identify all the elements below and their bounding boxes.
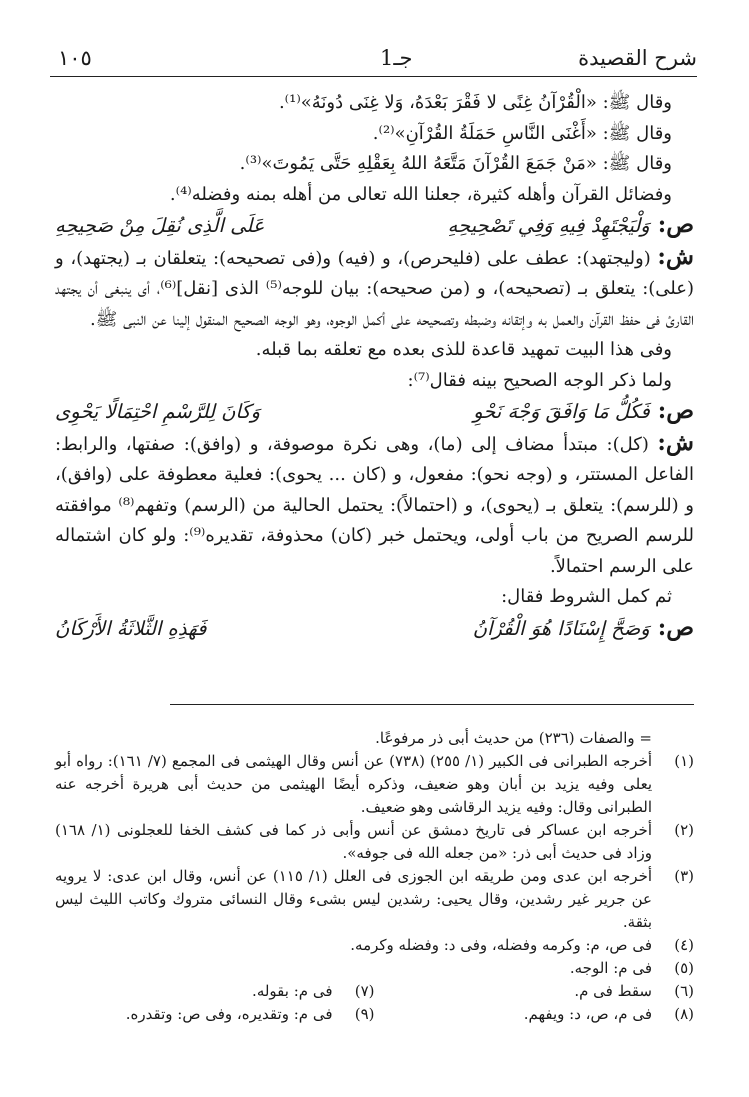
verse-mark: ص: [657,613,694,641]
page-number: ١٠٥ [58,46,92,70]
transition-line-1: وفى هذا البيت تمهيد قاعدة للذى بعده مع تعلقه بما قبله. [255,339,672,360]
footnote-3 [55,865,694,934]
footnote-7 [55,980,375,1003]
footnote-text: فى ص، م: وكرمه وفضله، وفى د: وفضله وكرمه. [350,936,652,954]
footnote-number: (١) [674,752,694,770]
header-rule [50,76,697,77]
virtues-line: وفضائل القرآن وأهله كثيرة، جعلنا الله تعالى من أهله بمنه وفضله⁽⁴⁾. [169,183,672,205]
footnote-text: سقط فى م. [574,982,652,1000]
verse-2-second-hemistich: وَكَانَ لِلرَّسْمِ احْتِمَالًا يَحْوِى [55,400,261,423]
footnote-1 [55,750,694,819]
footnote-number: (٥) [674,959,694,977]
verse-mark: ص: [657,397,694,424]
footnote-text: أخرجه ابن عدى ومن طريقه ابن الجوزى فى العلل (١/ ١١٥) عن أنس، وقال ابن عدى: لا يرويه عن جرير غير رشدين، وقال يحيى: رشدين ليس بشىء وقال النسائى متروك وكاتب الليث ليس بثقة. [55,867,653,931]
footnote-text: فى م: الوجه. [569,959,652,977]
footnote-5 [55,957,694,980]
footnote-4 [55,934,694,957]
book-title: شرح القصيدة [578,46,697,70]
hadith-line-1: وقال ﷺ: «الْقُرْآنُ غِنًى لا فَقْرَ بَعْدَهُ، وَلا غِنَى دُونَهُ»⁽¹⁾. [278,92,672,113]
commentary-mark: ش: [657,242,694,270]
commentary-2-text: (كل): مبتدأ مضاف إلى (ما)، وهى نكرة موصوفة، و (وافق): صفتها، والرابط: الفاعل المستتر، و (وجه نحو): مفعول، و (كان ... يحوى): فعلية معطوفة على (وافق)، و (للرسم): يتعلق بـ (يحوى)، و (احتمالاً): يحتمل الحالية من (الرسم) وتفهم⁽⁸⁾ موافقته للرسم الصريح من باب أولى، ويحتمل خبر (كان) محذوفة، تقديره⁽⁹⁾: ولو كان اشتماله على الرسم احتمالاً. [55,433,694,577]
footnote-6 [375,980,695,1003]
volume-label: جـ1 [380,46,413,70]
footnote-separator [170,704,694,705]
footnote-8 [375,1003,695,1026]
hadith-line-3: وقال ﷺ: «مَنْ جَمَعَ القُرْآنَ مَتَّعَهُ اللهُ بِعَقْلِهِ حَتَّى يَمُوتَ»⁽³⁾. [239,153,672,174]
verse-1-first-hemistich: وَلْيَجْتَهِدْ فِيهِ وَفِي تَصْحِيحِهِ [447,214,650,237]
footnote-number: (٨) [674,1005,694,1023]
verse-3-first-hemistich: وَصَحَّ إِسْنَادًا هُوَ الْقُرْآنُ [472,616,650,640]
verse-1 [55,210,694,242]
footnote-number: (٩) [354,1005,375,1023]
verse-2 [55,396,694,428]
conditions-line: ثم كمل الشروط فقال: [501,586,672,607]
verse-2-first-hemistich: فَكُلُّ مَا وَافَقَ وَجْهَ نَحْوِ [473,400,650,423]
verse-3 [55,613,694,645]
footnote-continuation: = والصفات (٢٣٦) من حديث أبى ذر مرفوعًا. [375,729,652,747]
footnote-9 [55,1003,375,1026]
footnote-number: (٧) [354,982,375,1000]
footnote-2 [55,819,694,865]
footnote-number: (٣) [674,867,694,885]
footnote-number: (٤) [674,936,694,954]
footnote-text: أخرجه الطبرانى فى الكبير (١/ ٢٥٥) (٧٣٨) عن أنس وقال الهيثمى فى المجمع (٧/ ١٦١): رواه أبو يعلى وفيه يزيد بن أبان وهو ضعيف، وذكره أيضًا الهيثمى من حديث أبى هريرة أخرجه عنه الطبرانى وقال: وفيه يزيد الرقاشى وهو ضعيف. [55,752,653,816]
running-header [50,40,697,74]
footnote-pair-6-7 [55,980,694,1003]
transition-line-2: ولما ذكر الوجه الصحيح بينه فقال⁽⁷⁾: [407,369,672,391]
commentary-mark: ش: [657,428,694,456]
footnote-number: (٦) [674,982,694,1000]
commentary-1 [55,242,694,336]
footnote-number: (٢) [674,821,694,839]
footnote-text: فى م، ص، د: ويفهم. [523,1005,652,1023]
hadith-line-2: وقال ﷺ: «أَغْنَى النَّاسِ حَمَلَةُ القُرْآنِ»⁽²⁾. [372,122,672,144]
verse-1-second-hemistich: عَلَى الَّذِى نُقِلَ مِنْ صَحِيحِهِ [55,214,265,237]
main-text [55,88,694,644]
footnote-pair-8-9 [55,1003,694,1026]
verse-3-second-hemistich: فَهَذِهِ الثَّلاثَةُ الأَرْكَانُ [55,616,207,640]
commentary-1-text: (وليجتهد): عطف على (فليحرص)، و (فيه) و(فى تصحيحه): يتعلقان بـ (يجتهد)، و (على): يتعلق بـ (تصحيحه)، و (من صحيحه): بيان للوجه⁽⁵⁾ الذى [نقل]⁽⁶⁾، أى ينبغى أن يجتهد القارئ فى حفظ القرآن والعمل به وإتقانه وضبطه وتصحيحه على أكمل الوجوه، وهو الوجه الصحيح المنقول إلينا عن النبى ﷺ. [55,247,695,330]
footnotes [55,727,694,1026]
verse-mark: ص: [657,211,694,238]
commentary-2 [55,428,694,583]
footnote-text: فى م: بقوله. [252,982,333,1000]
footnote-text: أخرجه ابن عساكر فى تاريخ دمشق عن أنس وأبى ذر كما فى كشف الخفا للعجلونى (١/ ١٦٨) وزاد فى حديث أبى ذر: «من جعله الله فى جوفه». [55,821,652,862]
footnote-text: فى م: وتقديره، وفى ص: وتقدره. [125,1005,333,1023]
